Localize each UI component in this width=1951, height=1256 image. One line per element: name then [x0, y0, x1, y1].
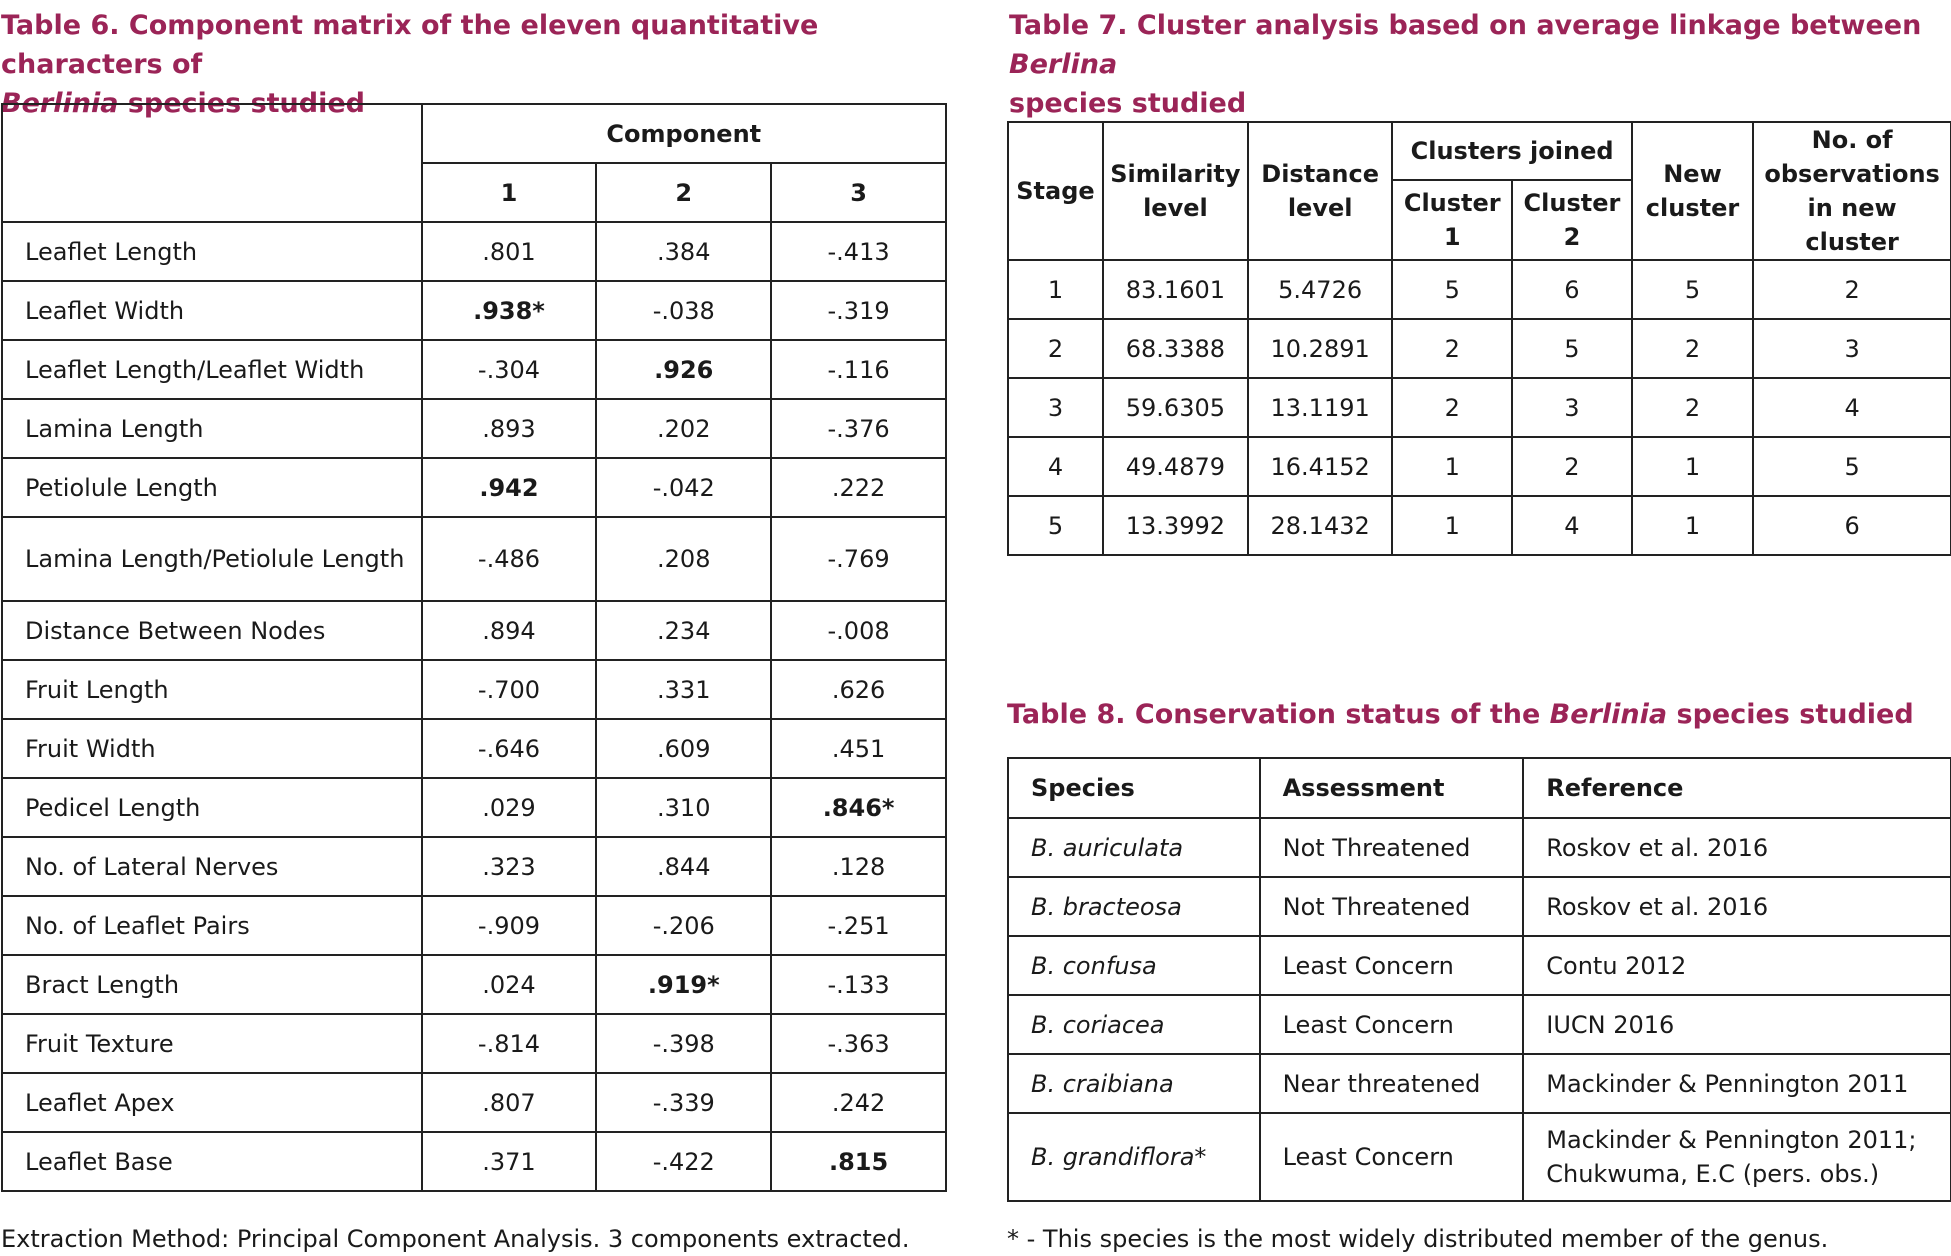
cluster-value: 2 [1512, 437, 1632, 496]
table8-caption [1007, 695, 1951, 734]
cluster-value: 49.4879 [1103, 437, 1248, 496]
table8-caption-suffix: species studied [1667, 699, 1914, 730]
table-row [1008, 437, 1951, 496]
table-row [2, 896, 946, 955]
row-label: Pedicel Length [2, 778, 422, 837]
loading-value: -.398 [596, 1014, 771, 1073]
row-label: No. of Lateral Nerves [2, 837, 422, 896]
table-row [1008, 936, 1951, 995]
table7-observations-header: No. of observations in new cluster [1753, 122, 1951, 260]
loading-value: .801 [422, 222, 597, 281]
loading-value: -.319 [771, 281, 946, 340]
cluster-value: 2 [1392, 378, 1512, 437]
table-row [2, 458, 946, 517]
loading-value: .942 [422, 458, 597, 517]
row-label: No. of Leaflet Pairs [2, 896, 422, 955]
loading-value: .938* [422, 281, 597, 340]
loading-value: -.909 [422, 896, 597, 955]
table-row [2, 1014, 946, 1073]
loading-value: .844 [596, 837, 771, 896]
assessment-value: Not Threatened [1260, 877, 1524, 936]
loading-value: .815 [771, 1132, 946, 1191]
species-name: B. craibiana [1008, 1054, 1260, 1113]
cluster-value: 5 [1512, 319, 1632, 378]
row-label: Leaflet Width [2, 281, 422, 340]
loading-value: -.486 [422, 517, 597, 601]
table-row [2, 719, 946, 778]
cluster-value: 2 [1632, 319, 1753, 378]
table-row [2, 601, 946, 660]
cluster-value: 2 [1753, 260, 1951, 319]
table6-component-header: Component [422, 104, 946, 163]
table7-similarity-header: Similarity level [1103, 122, 1248, 260]
loading-value: .208 [596, 517, 771, 601]
row-label: Lamina Length/Petiolule Length [2, 517, 422, 601]
loading-value: .024 [422, 955, 597, 1014]
reference-value: IUCN 2016 [1523, 995, 1951, 1054]
cluster-value: 5 [1753, 437, 1951, 496]
cluster-value: 2 [1632, 378, 1753, 437]
row-label: Fruit Texture [2, 1014, 422, 1073]
table-row [1008, 319, 1951, 378]
cluster-value: 6 [1753, 496, 1951, 555]
table7-caption-prefix: Table 7. Cluster analysis based on average linkage between [1009, 10, 1922, 41]
loading-value: .609 [596, 719, 771, 778]
row-label: Leaflet Base [2, 1132, 422, 1191]
table7-new-cluster-header: New cluster [1632, 122, 1753, 260]
table7-body [1008, 260, 1951, 555]
cluster-value: 28.1432 [1248, 496, 1393, 555]
table8-note: * - This species is the most widely distributed member of the genus. [1007, 1225, 1829, 1253]
table-row [2, 1073, 946, 1132]
cluster-value: 5.4726 [1248, 260, 1393, 319]
loading-value: .451 [771, 719, 946, 778]
table-row [2, 778, 946, 837]
table6-note: Extraction Method: Principal Component Analysis. 3 components extracted. [1, 1225, 910, 1253]
species-name: B. grandiflora* [1008, 1113, 1260, 1201]
table7-cluster2-header: Cluster 2 [1512, 180, 1632, 260]
loading-value: -.008 [771, 601, 946, 660]
loading-value: -.814 [422, 1014, 597, 1073]
loading-value: -.646 [422, 719, 597, 778]
table7-clusters-joined-header: Clusters joined [1392, 122, 1631, 180]
row-label: Bract Length [2, 955, 422, 1014]
row-label: Leaflet Length/Leaflet Width [2, 340, 422, 399]
table-row [2, 399, 946, 458]
species-name: B. auriculata [1008, 818, 1260, 877]
loading-value: .331 [596, 660, 771, 719]
cluster-value: 4 [1512, 496, 1632, 555]
assessment-value: Least Concern [1260, 1113, 1524, 1201]
table-row [1008, 877, 1951, 936]
cluster-value: 1 [1392, 437, 1512, 496]
reference-value: Mackinder & Pennington 2011; Chukwuma, E.C (pers. obs.) [1523, 1113, 1951, 1201]
table-row [2, 660, 946, 719]
table7-distance-header: Distance level [1248, 122, 1393, 260]
loading-value: .222 [771, 458, 946, 517]
row-label: Fruit Width [2, 719, 422, 778]
row-label: Fruit Length [2, 660, 422, 719]
table-row [2, 340, 946, 399]
loading-value: -.116 [771, 340, 946, 399]
table7-stage-header: Stage [1008, 122, 1103, 260]
loading-value: -.700 [422, 660, 597, 719]
table6-caption-suffix: species studied [118, 88, 365, 119]
loading-value: -.038 [596, 281, 771, 340]
loading-value: -.376 [771, 399, 946, 458]
row-label: Lamina Length [2, 399, 422, 458]
table-row [2, 281, 946, 340]
table-row [1008, 818, 1951, 877]
loading-value: .371 [422, 1132, 597, 1191]
table-row [1008, 1054, 1951, 1113]
cluster-value: 5 [1008, 496, 1103, 555]
loading-value: -.363 [771, 1014, 946, 1073]
loading-value: -.304 [422, 340, 597, 399]
table-row [1008, 1113, 1951, 1201]
table6-col-header: 2 [596, 163, 771, 222]
assessment-value: Not Threatened [1260, 818, 1524, 877]
row-label: Leaflet Apex [2, 1073, 422, 1132]
table-row [1008, 378, 1951, 437]
table8-caption-genus: Berlinia [1549, 699, 1668, 730]
reference-value: Mackinder & Pennington 2011 [1523, 1054, 1951, 1113]
cluster-value: 3 [1008, 378, 1103, 437]
reference-value: Roskov et al. 2016 [1523, 818, 1951, 877]
loading-value: .807 [422, 1073, 597, 1132]
conservation-status-table [1007, 757, 1951, 1202]
cluster-value: 5 [1392, 260, 1512, 319]
table6-col-header: 1 [422, 163, 597, 222]
loading-value: .242 [771, 1073, 946, 1132]
row-label: Petiolule Length [2, 458, 422, 517]
table8-body [1008, 818, 1951, 1201]
cluster-value: 2 [1008, 319, 1103, 378]
component-matrix-table [1, 103, 947, 1192]
loading-value: .893 [422, 399, 597, 458]
table6-caption-prefix: Table 6. Component matrix of the eleven quantitative characters of [1, 10, 819, 80]
species-name: B. coriacea [1008, 995, 1260, 1054]
table8-caption-prefix: Table 8. Conservation status of the [1007, 699, 1550, 730]
loading-value: .846* [771, 778, 946, 837]
cluster-value: 6 [1512, 260, 1632, 319]
loading-value: .128 [771, 837, 946, 896]
row-label: Distance Between Nodes [2, 601, 422, 660]
cluster-value: 59.6305 [1103, 378, 1248, 437]
loading-value: .323 [422, 837, 597, 896]
table6-body [2, 222, 946, 1191]
cluster-value: 1 [1632, 496, 1753, 555]
loading-value: -.422 [596, 1132, 771, 1191]
cluster-value: 1 [1392, 496, 1512, 555]
reference-value: Contu 2012 [1523, 936, 1951, 995]
loading-value: -.206 [596, 896, 771, 955]
reference-value: Roskov et al. 2016 [1523, 877, 1951, 936]
species-name: B. bracteosa [1008, 877, 1260, 936]
loading-value: .894 [422, 601, 597, 660]
table7-cluster1-header: Cluster 1 [1392, 180, 1512, 260]
cluster-value: 13.1191 [1248, 378, 1393, 437]
cluster-value: 5 [1632, 260, 1753, 319]
assessment-value: Near threatened [1260, 1054, 1524, 1113]
table-row [2, 955, 946, 1014]
species-name: B. confusa [1008, 936, 1260, 995]
loading-value: .234 [596, 601, 771, 660]
table-row [2, 517, 946, 601]
cluster-value: 4 [1008, 437, 1103, 496]
table8-reference-header: Reference [1523, 758, 1951, 818]
table-row [2, 837, 946, 896]
cluster-value: 1 [1008, 260, 1103, 319]
loading-value: -.339 [596, 1073, 771, 1132]
table7-caption-suffix: species studied [1009, 88, 1247, 119]
table-row [1008, 995, 1951, 1054]
cluster-value: 16.4152 [1248, 437, 1393, 496]
loading-value: .202 [596, 399, 771, 458]
table6-col-header: 3 [771, 163, 946, 222]
loading-value: .926 [596, 340, 771, 399]
table7-caption-genus: Berlina [1009, 49, 1118, 80]
loading-value: .310 [596, 778, 771, 837]
cluster-value: 13.3992 [1103, 496, 1248, 555]
loading-value: -.413 [771, 222, 946, 281]
cluster-value: 10.2891 [1248, 319, 1393, 378]
cluster-value: 68.3388 [1103, 319, 1248, 378]
loading-value: -.133 [771, 955, 946, 1014]
assessment-value: Least Concern [1260, 936, 1524, 995]
table8-assessment-header: Assessment [1260, 758, 1524, 818]
table-row [2, 1132, 946, 1191]
loading-value: .919* [596, 955, 771, 1014]
table8-species-header: Species [1008, 758, 1260, 818]
table-row [1008, 260, 1951, 319]
cluster-value: 4 [1753, 378, 1951, 437]
loading-value: .029 [422, 778, 597, 837]
cluster-value: 3 [1512, 378, 1632, 437]
row-label: Leaflet Length [2, 222, 422, 281]
loading-value: .626 [771, 660, 946, 719]
table-row [2, 222, 946, 281]
cluster-value: 2 [1392, 319, 1512, 378]
assessment-value: Least Concern [1260, 995, 1524, 1054]
loading-value: -.769 [771, 517, 946, 601]
table6-corner-cell [2, 104, 422, 222]
cluster-value: 1 [1632, 437, 1753, 496]
table-row [1008, 496, 1951, 555]
cluster-value: 83.1601 [1103, 260, 1248, 319]
loading-value: -.251 [771, 896, 946, 955]
table6-caption-genus: Berlinia [1, 88, 119, 119]
table7-caption [1009, 6, 1951, 123]
cluster-analysis-table [1007, 121, 1951, 556]
cluster-value: 3 [1753, 319, 1951, 378]
loading-value: -.042 [596, 458, 771, 517]
loading-value: .384 [596, 222, 771, 281]
